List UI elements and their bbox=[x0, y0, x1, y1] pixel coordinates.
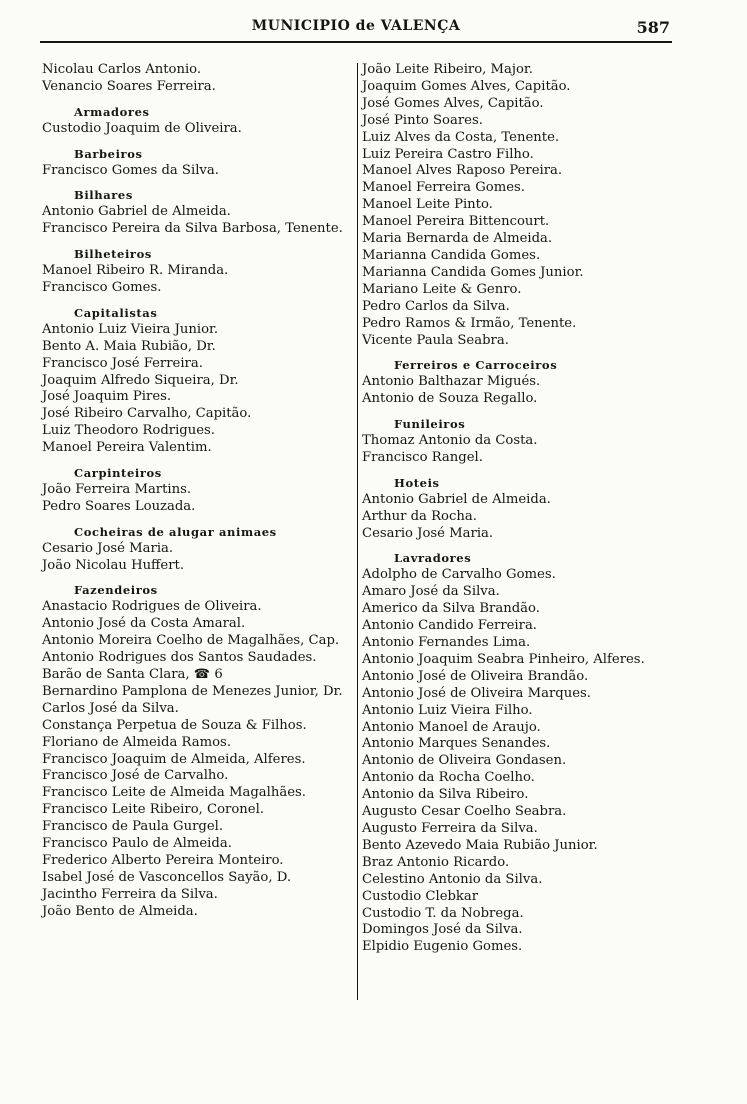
left-column bbox=[42, 62, 354, 921]
list-item: Cesario José Maria. bbox=[42, 540, 174, 556]
list-item: Antonio Gabriel de Almeida. bbox=[42, 204, 231, 220]
list-item: Vicente Paula Seabra. bbox=[362, 332, 509, 348]
list-item: Antonio Luiz Vieira Filho. bbox=[362, 702, 533, 718]
list-item: Domingos José da Silva. bbox=[362, 922, 523, 938]
list-item: Jacintho Ferreira da Silva. bbox=[42, 886, 218, 902]
list-item: Antonio Joaquim Seabra Pinheiro, Alferes. bbox=[362, 651, 645, 667]
list-item: Marianna Candida Gomes Junior. bbox=[362, 264, 584, 280]
header-divider bbox=[40, 41, 672, 43]
page-title: MUNICIPIO de VALENÇA bbox=[251, 18, 461, 34]
section-heading: Bilheteiros bbox=[74, 247, 152, 262]
list-item: Augusto Ferreira da Silva. bbox=[362, 820, 538, 836]
list-item: Antonio Luiz Vieira Junior. bbox=[42, 321, 219, 337]
section-continuation bbox=[42, 62, 354, 96]
list-item: Joaquim Gomes Alves, Capitão. bbox=[362, 78, 571, 94]
list-item: José Gomes Alves, Capitão. bbox=[362, 95, 544, 111]
section-heading: Barbeiros bbox=[74, 146, 143, 161]
list-item: Antonio da Rocha Coelho. bbox=[362, 770, 535, 786]
page-header bbox=[40, 18, 672, 40]
list-item: Constança Perpetua de Souza & Filhos. bbox=[42, 717, 307, 733]
list-item: Antonio Manoel de Araujo. bbox=[362, 719, 541, 735]
section-barbeiros bbox=[42, 146, 354, 180]
list-item: Carlos José da Silva. bbox=[42, 700, 179, 716]
list-item: Joaquim Alfredo Siqueira, Dr. bbox=[42, 372, 239, 388]
list-item: Francisco Leite de Almeida Magalhães. bbox=[42, 785, 306, 801]
section-heading: Cocheiras de alugar animaes bbox=[74, 524, 277, 539]
list-item: Luiz Theodoro Rodrigues. bbox=[42, 423, 215, 439]
list-item: Amaro José da Silva. bbox=[362, 584, 500, 600]
list-item: Barão de Santa Clara, ☎ 6 bbox=[42, 667, 223, 682]
section-lavradores bbox=[362, 550, 702, 956]
section-heading: Armadores bbox=[74, 104, 150, 119]
list-item: Francisco José de Carvalho. bbox=[42, 768, 229, 784]
list-item: Manoel Leite Pinto. bbox=[362, 197, 493, 213]
list-item: José Joaquim Pires. bbox=[42, 389, 172, 405]
list-item: Antonio Rodrigues dos Santos Saudades. bbox=[42, 650, 317, 666]
list-item: João Ferreira Martins. bbox=[42, 481, 192, 497]
list-item: Maria Bernarda de Almeida. bbox=[362, 231, 553, 247]
list-item: Floriano de Almeida Ramos. bbox=[42, 734, 232, 750]
list-item: Pedro Ramos & Irmão, Tenente. bbox=[362, 315, 577, 331]
section-capitalistas bbox=[42, 305, 354, 457]
list-item: Francisco Joaquim de Almeida, Alferes. bbox=[42, 751, 306, 767]
list-item: Manoel Ribeiro R. Miranda. bbox=[42, 263, 229, 279]
list-item: Antonio Gabriel de Almeida. bbox=[362, 491, 551, 507]
list-item: Cesario José Maria. bbox=[362, 525, 494, 541]
list-item: João Nicolau Huffert. bbox=[42, 557, 185, 573]
section-fazendeiros bbox=[42, 582, 354, 920]
list-item: Elpidio Eugenio Gomes. bbox=[362, 939, 523, 955]
list-item: Manoel Alves Raposo Pereira. bbox=[362, 163, 563, 179]
section-bilheteiros bbox=[42, 246, 354, 297]
list-item: Antonio José de Oliveira Marques. bbox=[362, 685, 591, 701]
list-item: Adolpho de Carvalho Gomes. bbox=[362, 567, 556, 583]
list-item: Francisco Rangel. bbox=[362, 449, 483, 465]
list-item: Francisco Pereira da Silva Barbosa, Tenente. bbox=[42, 221, 343, 237]
section-funileiros bbox=[362, 416, 702, 467]
section-heading: Carpinteiros bbox=[74, 466, 162, 481]
list-item: Luiz Pereira Castro Filho. bbox=[362, 146, 534, 162]
list-item: Antonio Candido Ferreira. bbox=[362, 618, 537, 634]
section-hoteis bbox=[362, 475, 702, 543]
list-item: Pedro Soares Louzada. bbox=[42, 498, 196, 514]
list-item: Antonio Marques Senandes. bbox=[362, 736, 551, 752]
list-item: Anastacio Rodrigues de Oliveira. bbox=[42, 599, 262, 615]
section-armadores bbox=[42, 104, 354, 138]
list-item: Isabel José de Vasconcellos Sayão, D. bbox=[42, 869, 292, 885]
list-item: Antonio Balthazar Migués. bbox=[362, 374, 541, 390]
list-item: Marianna Candida Gomes. bbox=[362, 247, 541, 263]
section-cocheiras bbox=[42, 524, 354, 575]
section-bilhares bbox=[42, 187, 354, 238]
section-heading: Capitalistas bbox=[74, 305, 158, 320]
list-item: Braz Antonio Ricardo. bbox=[362, 854, 510, 870]
list-item: João Bento de Almeida. bbox=[42, 903, 198, 919]
section-heading: Hoteis bbox=[394, 475, 440, 490]
list-item: Custodio T. da Nobrega. bbox=[362, 905, 524, 921]
list-item: Antonio José da Costa Amaral. bbox=[42, 616, 246, 632]
list-item: Antonio José de Oliveira Brandão. bbox=[362, 668, 589, 684]
list-item: Custodio Joaquim de Oliveira. bbox=[42, 120, 242, 136]
list-item: Mariano Leite & Genro. bbox=[362, 281, 522, 297]
column-divider bbox=[357, 63, 358, 1000]
section-heading: Ferreiros e Carroceiros bbox=[394, 358, 558, 373]
list-item: Augusto Cesar Coelho Seabra. bbox=[362, 804, 567, 820]
list-item: Francisco Gomes da Silva. bbox=[42, 162, 219, 178]
list-item: Manoel Ferreira Gomes. bbox=[362, 180, 525, 196]
page-number: 587 bbox=[636, 18, 670, 37]
section-continuation bbox=[362, 62, 702, 349]
section-heading: Lavradores bbox=[394, 551, 472, 566]
list-item: Luiz Alves da Costa, Tenente. bbox=[362, 129, 560, 145]
list-item: Bernardino Pamplona de Menezes Junior, Dr. bbox=[42, 683, 343, 699]
list-item: João Leite Ribeiro, Major. bbox=[362, 62, 533, 77]
section-ferreiros-carroceiros bbox=[362, 357, 702, 408]
list-item: Venancio Soares Ferreira. bbox=[42, 78, 216, 94]
list-item: Francisco Gomes. bbox=[42, 279, 162, 295]
list-item: Manoel Pereira Valentim. bbox=[42, 440, 212, 456]
list-item: Americo da Silva Brandão. bbox=[362, 601, 540, 617]
list-item: Antonio de Souza Regallo. bbox=[362, 391, 538, 407]
section-carpinteiros bbox=[42, 465, 354, 516]
list-item: Antonio Fernandes Lima. bbox=[362, 635, 531, 650]
list-item: Francisco Paulo de Almeida. bbox=[42, 836, 232, 852]
list-item: Bento Azevedo Maia Rubião Junior. bbox=[362, 837, 598, 853]
list-item: Arthur da Rocha. bbox=[362, 508, 477, 524]
right-column bbox=[362, 62, 702, 956]
list-item: Antonio da Silva Ribeiro. bbox=[362, 787, 529, 803]
list-item: Bento A. Maia Rubião, Dr. bbox=[42, 338, 216, 354]
list-item: Nicolau Carlos Antonio. bbox=[42, 62, 202, 77]
list-item: Pedro Carlos da Silva. bbox=[362, 298, 510, 314]
list-item: Francisco Leite Ribeiro, Coronel. bbox=[42, 802, 264, 818]
section-heading: Bilhares bbox=[74, 188, 133, 203]
list-item: Thomaz Antonio da Costa. bbox=[362, 433, 538, 449]
list-item: Custodio Clebkar bbox=[362, 888, 479, 904]
list-item: Francisco de Paula Gurgel. bbox=[42, 819, 224, 835]
list-item: Celestino Antonio da Silva. bbox=[362, 871, 543, 887]
section-heading: Funileiros bbox=[394, 417, 466, 432]
list-item: Frederico Alberto Pereira Monteiro. bbox=[42, 852, 284, 868]
list-item: Manoel Pereira Bittencourt. bbox=[362, 214, 550, 230]
list-item: José Ribeiro Carvalho, Capitão. bbox=[42, 406, 252, 422]
section-heading: Fazendeiros bbox=[74, 583, 158, 598]
list-item: Francisco José Ferreira. bbox=[42, 355, 203, 371]
list-item: Antonio de Oliveira Gondasen. bbox=[362, 753, 567, 769]
list-item: Antonio Moreira Coelho de Magalhães, Cap. bbox=[42, 633, 340, 649]
list-item: José Pinto Soares. bbox=[362, 112, 483, 128]
